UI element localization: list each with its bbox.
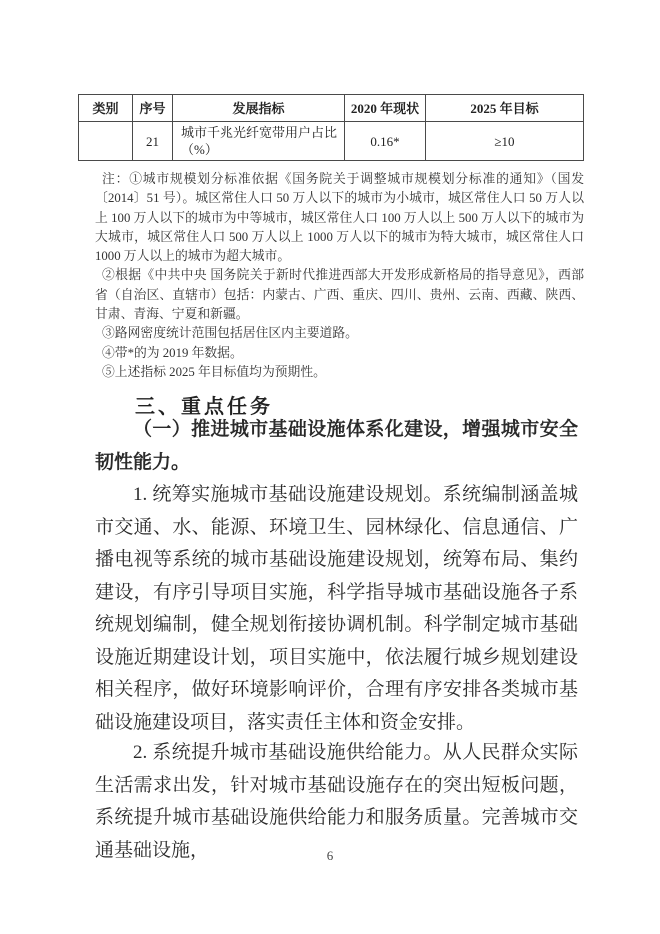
table-header-2025-target: 2025 年目标 — [426, 95, 584, 122]
cell-2025-target: ≥10 — [426, 122, 584, 161]
table-header-category: 类别 — [79, 95, 133, 122]
table-header-2020-status: 2020 年现状 — [345, 95, 426, 122]
note-item-1 — [95, 170, 584, 266]
note-item-5: ⑤上述指标 2025 年目标值均为预期性。 — [102, 364, 326, 379]
table-header-indicator: 发展指标 — [173, 95, 345, 122]
note-item-4: ④带*的为 2019 年数据。 — [102, 345, 243, 360]
paragraph-2: 2. 系统提升城市基础设施供给能力。从人民群众实际生活需求出发，针对城市基础设施存在的突出短板问题，系统提升城市基础设施供给能力和服务质量。完善城市交通基础设施， — [95, 742, 578, 861]
table-header-number: 序号 — [133, 95, 173, 122]
notes-label: 注： — [102, 172, 130, 186]
cell-number: 21 — [133, 122, 173, 161]
note-item-3: ③路网密度统计范围包括居住区内主要道路。 — [102, 326, 358, 341]
page-number: 6 — [326, 848, 334, 863]
section-heading: 三、重点任务 — [135, 396, 273, 418]
cell-category — [79, 122, 133, 161]
section-subheading: （一）推进城市基础设施体系化建设，增强城市安全韧性能力。 — [95, 419, 578, 473]
note-text-1: ①城市规模划分标准依据《国务院关于调整城市规模划分标准的通知》（国发〔2014〕51 号）。城区常住人口 50 万人以下的城市为小城市，城区常住人口 50 万人以上 100 万人以下的城市为中等城市，城区常住人口 100 万人以上 500 万人以下的城市为大城市，城区常住人口 500 万人以上 1000 万人以下的城市为特大城市，城区常住人口 1000 万人以上的城市为超大城市。 — [95, 172, 585, 264]
paragraph-1: 1. 统筹实施城市基础设施建设规划。系统编制涵盖城市交通、水、能源、环境卫生、园林绿化、信息通信、广播电视等系统的城市基础设施建设规划，统筹布局、集约建设，有序引导项目实施，科学指导城市基础设施各子系统规划编制，健全规划衔接协调机制。科学制定城市基础设施近期建设计划，项目实施中，依法履行城乡规划建设相关程序，做好环境影响评价，合理有序安排各类城市基础设施建设项目，落实责任主体和资金安排。 — [95, 484, 578, 733]
table-header-row — [79, 95, 584, 122]
cell-2020-status: 0.16* — [345, 122, 426, 161]
cell-indicator: 城市千兆光纤宽带用户占比（%） — [173, 122, 345, 161]
notes-block — [95, 170, 584, 382]
indicator-table — [78, 94, 584, 161]
note-item-2: ②根据《中共中央 国务院关于新时代推进西部大开发形成新格局的指导意见》，西部省（自治区、直辖市）包括：内蒙古、广西、重庆、四川、贵州、云南、西藏、陕西、甘肃、青海、宁夏和新疆。 — [95, 268, 584, 322]
table-row — [79, 122, 584, 161]
